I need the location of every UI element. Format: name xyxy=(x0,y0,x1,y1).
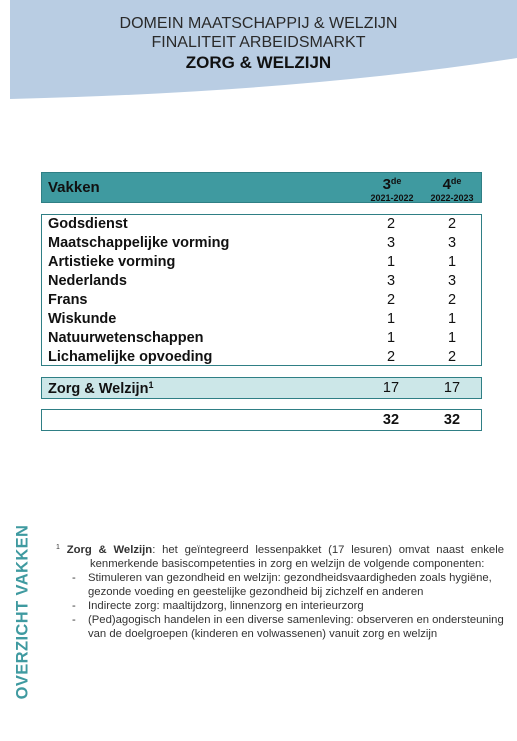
hours-grade-4: 3 xyxy=(447,273,457,289)
hours-grade-4: 3 xyxy=(447,235,457,251)
hours-grade-3: 1 xyxy=(386,254,396,270)
subject-name: Frans xyxy=(48,292,88,308)
hours-grade-4: 1 xyxy=(447,311,457,327)
footnote xyxy=(56,541,504,641)
table-row xyxy=(42,253,481,272)
footnote-term: Zorg & Welzijn xyxy=(66,544,153,556)
specialty-hours-grade-3: 17 xyxy=(382,380,400,396)
banner-text xyxy=(40,14,477,74)
subject-name: Maatschappelijke vorming xyxy=(48,235,230,251)
school-year: 2021-2022 xyxy=(370,193,414,203)
table-row xyxy=(42,310,481,329)
hours-grade-4: 2 xyxy=(447,216,457,232)
subject-name: Artistieke vorming xyxy=(48,254,176,270)
table-row xyxy=(42,291,481,310)
table-row xyxy=(42,272,481,291)
footnote-list xyxy=(56,571,504,641)
grade-label: 3de xyxy=(382,176,402,193)
side-label xyxy=(3,502,43,722)
subject-name: Wiskunde xyxy=(48,311,117,327)
total-hours-grade-4: 32 xyxy=(443,412,461,428)
table-row xyxy=(42,215,481,234)
specialty-name: Zorg & Welzijn$^1$ xyxy=(48,380,154,397)
list-item: - (Ped)agogisch handelen in een diverse samenleving: observeren en ondersteuning van de doelgroepen (kinderen en volwassenen) vanuit zorg en welzijn xyxy=(72,613,504,641)
subject-name: Lichamelijke opvoeding xyxy=(48,349,213,365)
total-row xyxy=(41,409,482,431)
hours-grade-4: 1 xyxy=(447,330,457,346)
side-label-text: OVERZICHT VAKKEN xyxy=(13,524,32,700)
column-header-grade-4 xyxy=(422,174,482,205)
hours-grade-3: 3 xyxy=(386,235,396,251)
subject-name: Natuurwetenschappen xyxy=(48,330,204,346)
total-hours-grade-3: 32 xyxy=(382,412,400,428)
footnote-intro xyxy=(56,541,504,571)
table-row xyxy=(42,234,481,253)
school-year: 2022-2023 xyxy=(430,193,474,203)
hours-grade-4: 2 xyxy=(447,349,457,365)
hours-grade-3: 2 xyxy=(386,349,396,365)
subjects-table xyxy=(41,214,482,366)
header-banner xyxy=(0,0,517,100)
list-item: - Indirecte zorg: maaltijdzorg, linnenzorg en interieurzorg xyxy=(72,599,504,613)
study-title: ZORG & WELZIJN xyxy=(185,53,332,72)
specialty-hours-grade-4: 17 xyxy=(443,380,461,396)
specialty-row xyxy=(41,377,482,399)
list-item: - Stimuleren van gezondheid en welzijn: gezondheidsvaardigheden zoals hygiëne, gezonde voeding en geestelijke gezondheid bij zichzelf en anderen xyxy=(72,571,504,599)
hours-grade-3: 1 xyxy=(386,330,396,346)
footnote-marker: 1 xyxy=(148,380,154,390)
subject-name: Nederlands xyxy=(48,273,127,289)
footnote-mark: 1 xyxy=(56,544,60,551)
table-row xyxy=(42,329,481,348)
column-header-vakken: Vakken xyxy=(48,179,100,196)
hours-grade-4: 2 xyxy=(447,292,457,308)
subject-name: Godsdienst xyxy=(48,216,128,232)
footnote-text: : het geïntegreerd lessenpakket (17 lesuren) omvat naast enkele kenmerkende basiscompetenties in zorg en welzijn de volgende componenten: xyxy=(90,544,504,570)
hours-grade-3: 2 xyxy=(386,216,396,232)
finality-title: FINALITEIT ARBEIDSMARKT xyxy=(151,34,366,51)
grade-label: 4de xyxy=(442,176,462,193)
column-header-grade-3 xyxy=(362,174,422,205)
domain-title: DOMEIN MAATSCHAPPIJ & WELZIJN xyxy=(119,15,398,32)
hours-grade-4: 1 xyxy=(447,254,457,270)
table-row xyxy=(42,348,481,367)
hours-grade-3: 1 xyxy=(386,311,396,327)
table-header xyxy=(41,172,482,203)
hours-grade-3: 3 xyxy=(386,273,396,289)
hours-grade-3: 2 xyxy=(386,292,396,308)
